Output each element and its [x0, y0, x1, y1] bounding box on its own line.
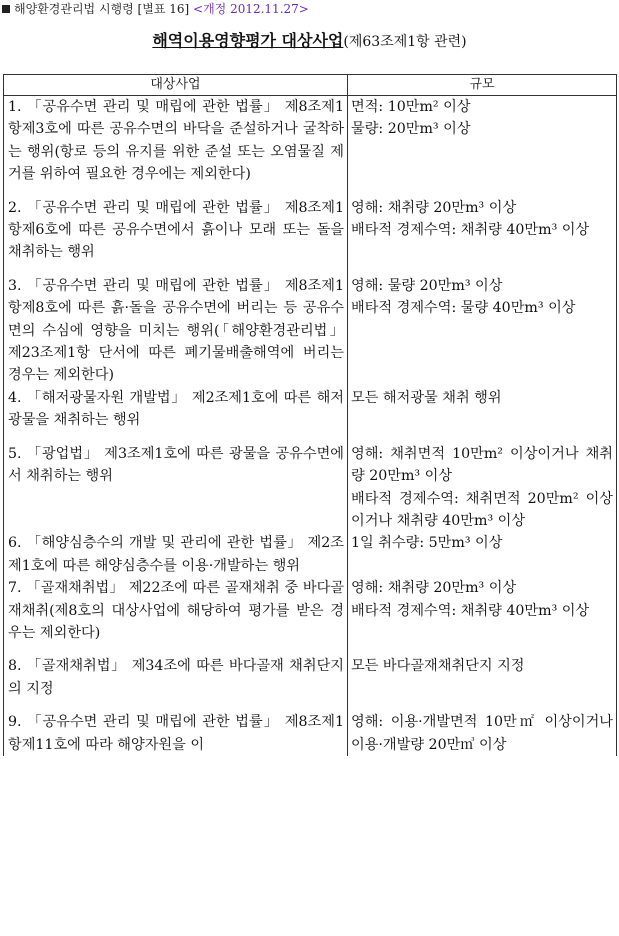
project-cell — [4, 387, 348, 443]
column-header-scale: 규모 — [348, 75, 617, 96]
project-cell — [4, 532, 348, 577]
scale-text: 면적: 10만m² 이상 — [351, 99, 471, 115]
scale-cell — [348, 532, 617, 577]
table-row — [4, 532, 617, 577]
scale-cell — [348, 443, 617, 533]
table-header-row — [4, 75, 617, 96]
scale-text: 배타적 경제수역: 채취량 40만m³ 이상 — [351, 222, 590, 239]
scale-cell — [348, 711, 617, 756]
scale-cell — [348, 655, 617, 711]
title-main: 해역이용영향평가 대상사업 — [152, 31, 344, 50]
scale-text: 배타적 경제수역: 물량 40만m³ 이상 — [351, 300, 576, 317]
law-header — [2, 0, 309, 18]
project-text: 7. 「골재채취법」 제22조에 따른 골재채취 중 바다골재채취(제8호의 대상사업에 해당하여 평가를 받은 경우는 제외한다) — [8, 580, 344, 641]
scale-text: 배타적 경제수역: 채취면적 20만m² 이상이거나 채취량 40만m³ 이상 — [351, 490, 613, 529]
projects-table — [3, 74, 617, 756]
project-text: 4. 「해저광물자원 개발법」 제2조제1호에 따른 해저광물을 채취하는 행위 — [8, 389, 344, 429]
table-row — [4, 577, 617, 655]
column-header-project: 대상사업 — [4, 75, 348, 96]
scale-text: 모든 해저광물 채취 행위 — [351, 389, 502, 406]
scale-text: 영해: 채취량 20만m³ 이상 — [351, 580, 517, 597]
project-cell — [4, 443, 348, 533]
scale-text: 영해: 채취면적 10만m² 이상이거나 채취량 20만m³ 이상 — [351, 445, 613, 485]
project-cell — [4, 275, 348, 387]
project-cell — [4, 711, 348, 756]
scale-text: 영해: 채취량 20만m³ 이상 — [351, 199, 517, 216]
scale-cell — [348, 387, 617, 443]
project-text: 8. 「골재채취법」 제34조에 따른 바다골재 채취단지의 지정 — [8, 658, 344, 697]
table-row — [4, 711, 617, 756]
table-row — [4, 655, 617, 711]
scale-cell — [348, 197, 617, 275]
amendment-date: <개정 2012.11.27> — [193, 2, 309, 16]
project-text: 1. 「공유수면 관리 및 매립에 관한 법률」 제8조제1항제3호에 따른 공유수면의 바닥을 준설하거나 굴착하는 행위(항로 등의 유지를 위한 준설 또는 오염물질 제거를 위하여 필요한 경우에는 제외한다) — [8, 99, 344, 183]
scale-text: 모든 바다골재채취단지 지정 — [351, 658, 525, 675]
square-bullet-icon — [2, 5, 10, 13]
table-row — [4, 275, 617, 387]
scale-cell — [348, 96, 617, 197]
project-cell — [4, 655, 348, 711]
scale-cell — [348, 577, 617, 655]
page-title — [0, 30, 619, 53]
table-row — [4, 96, 617, 197]
scale-text: 물량: 20만m³ 이상 — [351, 121, 471, 138]
law-reference: 해양환경관리법 시행령 [별표 16] — [14, 2, 190, 16]
project-text: 5. 「광업법」 제3조제1호에 따른 광물을 공유수면에서 채취하는 행위 — [8, 445, 344, 485]
project-text: 9. 「공유수면 관리 및 매립에 관한 법률」 제8조제1항제11호에 따라 해양자원을 이 — [8, 714, 344, 753]
title-sub: (제63조제1항 관련) — [343, 34, 467, 50]
scale-cell — [348, 275, 617, 387]
project-cell — [4, 577, 348, 655]
scale-text: 영해: 이용·개발면적 10만㎡ 이상이거나 이용·개발량 20만㎥ 이상 — [351, 714, 613, 753]
scale-text: 1일 취수량: 5만m³ 이상 — [351, 535, 503, 552]
table-row — [4, 197, 617, 275]
project-text: 3. 「공유수면 관리 및 매립에 관한 법률」 제8조제1항제8호에 따른 흙·돌을 공유수면에 버리는 등 공유수면의 수심에 영향을 미치는 행위(「해양환경관리법」 제23조제1항 단서에 따른 폐기물배출해역에 버리는 경우는 제외한다) — [8, 277, 344, 384]
project-cell — [4, 96, 348, 197]
project-text: 2. 「공유수면 관리 및 매립에 관한 법률」 제8조제1항제6호에 따른 공유수면에서 흙이나 모래 또는 돌을 채취하는 행위 — [8, 199, 344, 261]
project-text: 6. 「해양심층수의 개발 및 관리에 관한 법률」 제2조제1호에 따른 해양심층수를 이용·개발하는 행위 — [8, 535, 344, 574]
scale-text: 배타적 경제수역: 채취량 40만m³ 이상 — [351, 602, 590, 619]
project-cell — [4, 197, 348, 275]
scale-text: 영해: 물량 20만m³ 이상 — [351, 277, 503, 294]
table-row — [4, 443, 617, 533]
table-row — [4, 387, 617, 443]
